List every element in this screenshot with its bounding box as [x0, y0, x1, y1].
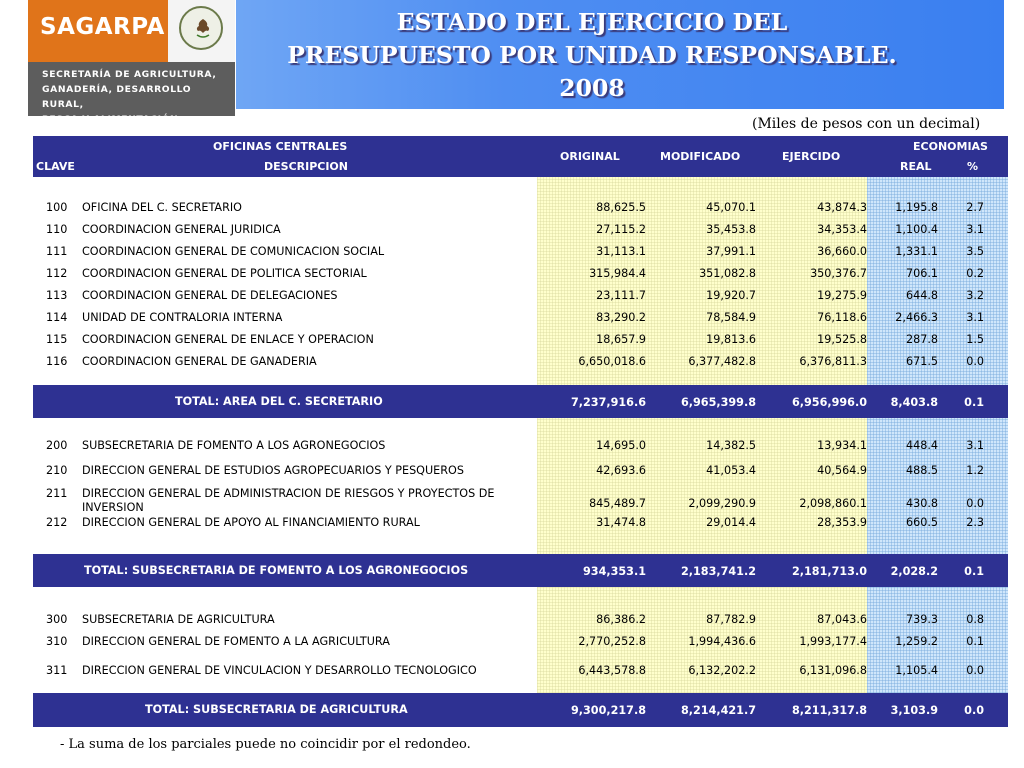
logo-orange-panel	[28, 0, 168, 62]
table-row: 211 DIRECCION GENERAL DE ADMINISTRACION DE RIESGOS Y PROYECTOS DE INVERSION 845,489.7 2,099,290.9 2,098,860.1 430.8 0.0	[46, 487, 984, 511]
table-row: 113 COORDINACION GENERAL DE DELEGACIONES 23,111.7 19,920.7 19,275.9 644.8 3.2	[46, 289, 984, 302]
header-modificado: MODIFICADO	[660, 150, 741, 163]
table-row: 110 COORDINACION GENERAL JURIDICA 27,115.2 35,453.8 34,353.4 1,100.4 3.1	[46, 223, 984, 236]
table-row: 112 COORDINACION GENERAL DE POLITICA SECTORIAL 315,984.4 351,082.8 350,376.7 706.1 0.2	[46, 267, 984, 280]
logo-subtitle: SECRETARÍA DE AGRICULTURA, GANADERÍA, DESARROLLO RURAL, PESCA Y ALIMENTACIÓN	[42, 69, 217, 125]
table-row: 116 COORDINACION GENERAL DE GANADERIA 6,650,018.6 6,377,482.8 6,376,811.3 671.5 0.0	[46, 355, 984, 368]
table-row: 300 SUBSECRETARIA DE AGRICULTURA 86,386.2 87,782.9 87,043.6 739.3 0.8	[46, 613, 984, 626]
logo-text: SAGARPA	[40, 14, 165, 40]
table-row: 111 COORDINACION GENERAL DE COMUNICACION SOCIAL 31,113.1 37,991.1 36,660.0 1,331.1 3.5	[46, 245, 984, 258]
header-descripcion: DESCRIPCION	[264, 160, 348, 173]
total-row: TOTAL: AREA DEL C. SECRETARIO 7,237,916.6 6,965,399.8 6,956,996.0 8,403.8 0.1	[33, 385, 1008, 418]
header-group: OFICINAS CENTRALES	[213, 140, 348, 153]
table-row: 210 DIRECCION GENERAL DE ESTUDIOS AGROPECUARIOS Y PESQUEROS 42,693.6 41,053.4 40,564.9 488.5 1.2	[46, 464, 984, 477]
page-title: ESTADO DEL EJERCICIO DEL PRESUPUESTO POR UNIDAD RESPONSABLE. 2008	[287, 8, 897, 102]
header-real: REAL	[900, 160, 932, 173]
total-row: TOTAL: SUBSECRETARIA DE AGRICULTURA 9,300,217.8 8,214,421.7 8,211,317.8 3,103.9 0.0	[33, 693, 1008, 727]
units-note: (Miles de pesos con un decimal)	[752, 116, 981, 132]
table-row: 100 OFICINA DEL C. SECRETARIO 88,625.5 45,070.1 43,874.3 1,195.8 2.7	[46, 201, 984, 214]
header-pct: %	[967, 160, 979, 173]
total-row: TOTAL: SUBSECRETARIA DE FOMENTO A LOS AGRONEGOCIOS 934,353.1 2,183,741.2 2,181,713.0 2,028.2 0.1	[33, 554, 1008, 587]
title-banner	[236, 0, 1004, 109]
table-row: 311 DIRECCION GENERAL DE VINCULACION Y DESARROLLO TECNOLOGICO 6,443,578.8 6,132,202.2 6,131,096.8 1,105.4 0.0	[46, 664, 984, 677]
header-economias: ECONOMIAS	[913, 140, 988, 153]
footnote: - La suma de los parciales puede no coincidir por el redondeo.	[60, 737, 471, 752]
table-row: 114 UNIDAD DE CONTRALORIA INTERNA 83,290.2 78,584.9 76,118.6 2,466.3 3.1	[46, 311, 984, 324]
header-ejercido: EJERCIDO	[782, 150, 841, 163]
table-row: 200 SUBSECRETARIA DE FOMENTO A LOS AGRONEGOCIOS 14,695.0 14,382.5 13,934.1 448.4 3.1	[46, 439, 984, 452]
national-seal-icon	[168, 0, 235, 62]
table-header	[33, 136, 1008, 177]
sagarpa-logo	[28, 0, 235, 125]
table-row: 212 DIRECCION GENERAL DE APOYO AL FINANCIAMIENTO RURAL 31,474.8 29,014.4 28,353.9 660.5 2.3	[46, 516, 984, 529]
table-row: 115 COORDINACION GENERAL DE ENLACE Y OPERACION 18,657.9 19,813.6 19,525.8 287.8 1.5	[46, 333, 984, 346]
table-row: 310 DIRECCION GENERAL DE FOMENTO A LA AGRICULTURA 2,770,252.8 1,994,436.6 1,993,177.4 1,259.2 0.1	[46, 635, 984, 648]
header-original: ORIGINAL	[560, 150, 620, 163]
header-clave: CLAVE	[36, 160, 75, 173]
